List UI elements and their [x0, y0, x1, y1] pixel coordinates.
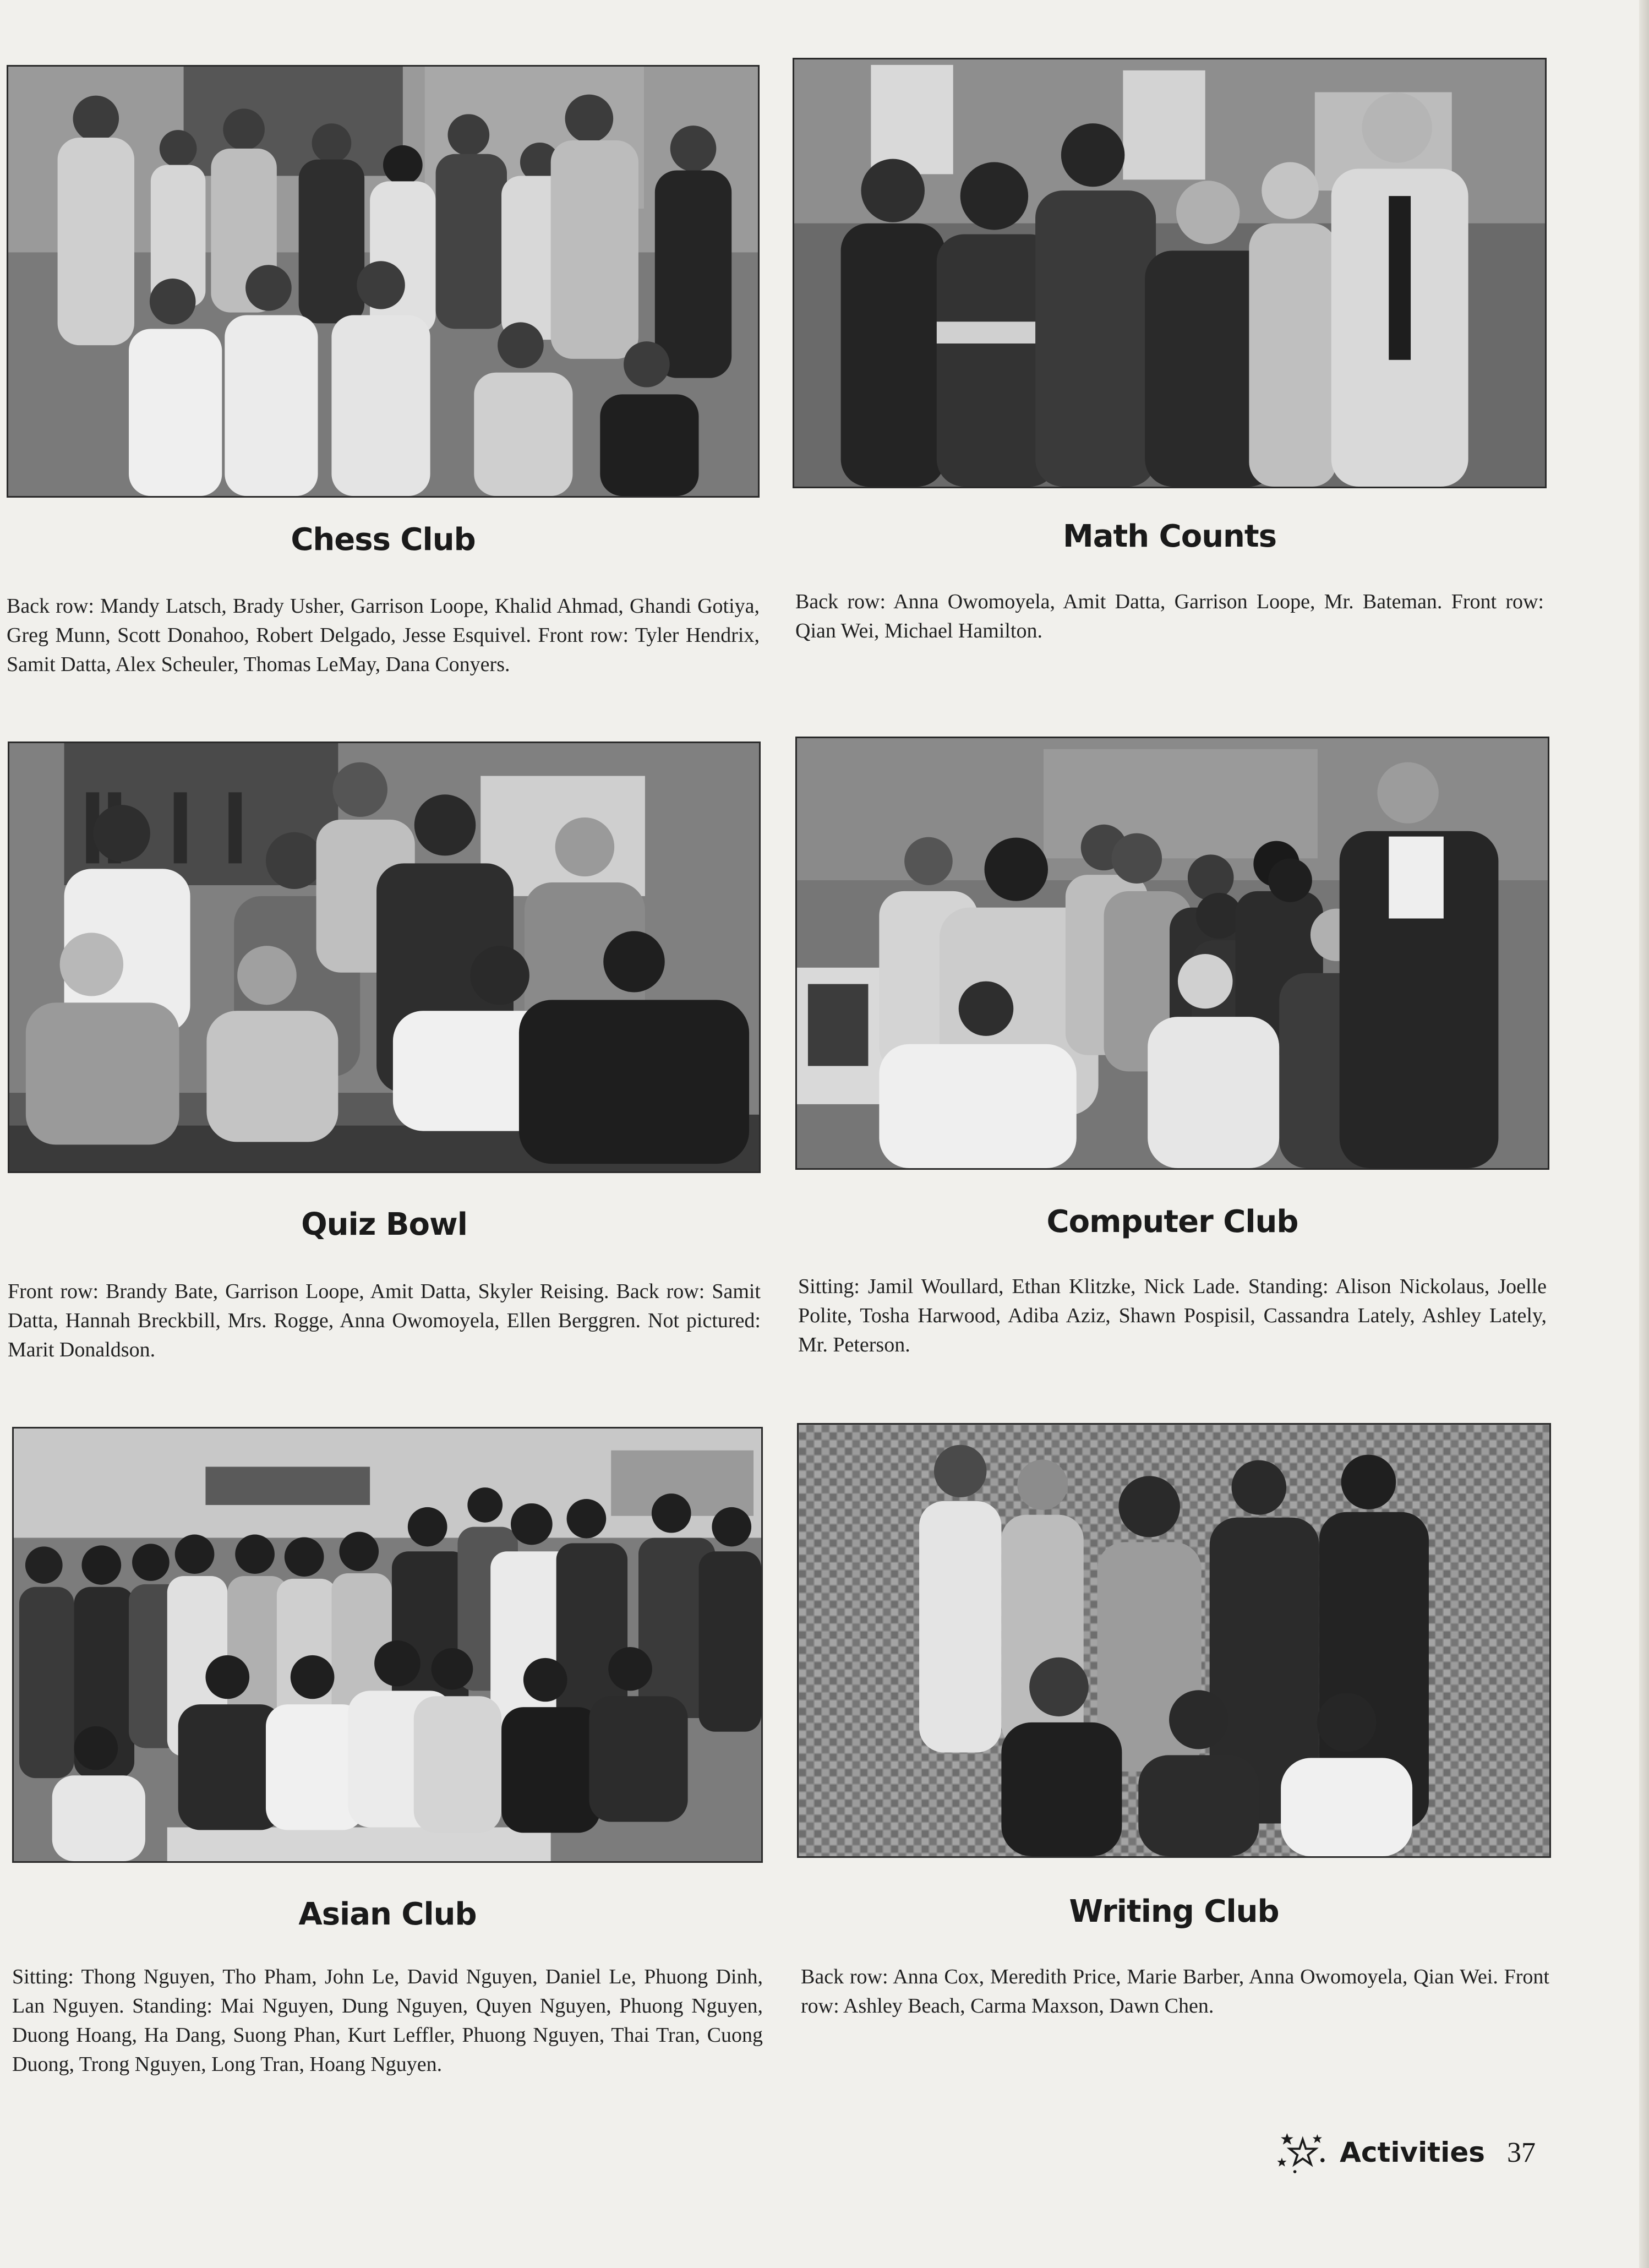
- chess-club-title: Chess Club: [291, 522, 476, 558]
- asian-club-caption: Sitting: Thong Nguyen, Tho Pham, John Le, David Nguyen, Daniel Le, Phuong Dinh, Lan Nguyen. Standing: Mai Nguyen, Dung Nguyen, Quyen Nguyen, Phuong Nguyen, Duong Hoang, Ha Dang, Suong Phan, Kurt Leffler, Phuong Nguyen, Thai Tran, Cuong Duong, Trong Nguyen, Long Tran, Hoang Nguyen.: [12, 1965, 763, 2076]
- section-label: Activities: [1340, 2136, 1485, 2168]
- writing-club-title: Writing Club: [1069, 1894, 1279, 1929]
- chess-club-photo: [7, 65, 760, 498]
- math-counts-title: Math Counts: [1062, 519, 1277, 554]
- writing-club-caption: Back row: Anna Cox, Meredith Price, Marie Barber, Anna Owomoyela, Qian Wei. Front row: Ashley Beach, Carma Maxson, Dawn Chen.: [801, 1965, 1549, 2018]
- computer-club-title: Computer Club: [1046, 1204, 1298, 1240]
- page-number: 37: [1507, 2136, 1536, 2168]
- page-edge: [1639, 0, 1649, 2268]
- asian-club-title: Asian Club: [298, 1896, 477, 1932]
- quiz-bowl-title: Quiz Bowl: [301, 1207, 467, 1242]
- asian-club-photo: [12, 1427, 763, 1863]
- math-counts-photo: [793, 58, 1547, 488]
- math-counts-caption: Back row: Anna Owomoyela, Amit Datta, Garrison Loope, Mr. Bateman. Front row: Qian Wei, Michael Hamilton.: [795, 590, 1544, 642]
- chess-club-caption: Back row: Mandy Latsch, Brady Usher, Garrison Loope, Khalid Ahmad, Ghandi Gotiya, Greg Munn, Scott Donahoo, Robert Delgado, Jesse Esquivel. Front row: Tyler Hendrix, Samit Datta, Alex Scheuler, Thomas LeMay, Dana Conyers.: [7, 595, 760, 676]
- writing-club-photo: [797, 1423, 1551, 1858]
- page-footer: [1271, 2128, 1536, 2177]
- stars-icon: [1271, 2128, 1329, 2177]
- computer-club-caption: Sitting: Jamil Woullard, Ethan Klitzke, Nick Lade. Standing: Alison Nickolaus, Joelle Polite, Tosha Harwood, Adiba Aziz, Shawn Pospisil, Cassandra Lately, Ashley Lately, Mr. Peterson.: [798, 1275, 1547, 1356]
- computer-club-photo: [795, 737, 1549, 1170]
- quiz-bowl-photo: [8, 742, 761, 1173]
- quiz-bowl-caption: Front row: Brandy Bate, Garrison Loope, Amit Datta, Skyler Reising. Back row: Samit Datta, Hannah Breckbill, Mrs. Rogge, Anna Owomoyela, Ellen Berggren. Not pictured: Marit Donaldson.: [8, 1280, 761, 1361]
